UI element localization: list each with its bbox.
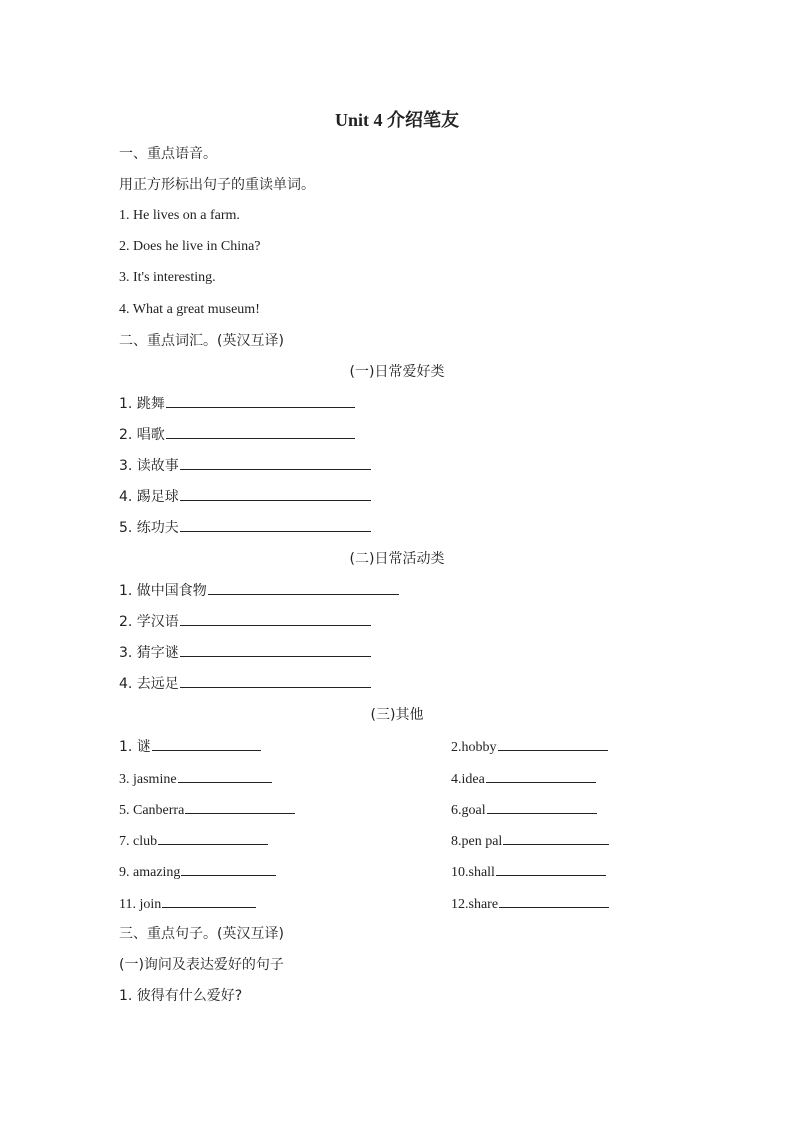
vocab-label: 1. 做中国食物 bbox=[119, 583, 207, 599]
vocab-label: 8.pen pal bbox=[451, 834, 503, 849]
vocab-label: 4. 去远足 bbox=[119, 676, 179, 692]
vocab-item bbox=[119, 611, 371, 632]
vocab-item bbox=[119, 736, 261, 758]
vocab-item bbox=[119, 424, 355, 445]
answer-blank[interactable] bbox=[486, 768, 596, 783]
answer-blank[interactable] bbox=[180, 611, 371, 626]
vocab-label: 11. join bbox=[119, 897, 162, 912]
answer-blank[interactable] bbox=[185, 799, 295, 814]
answer-blank[interactable] bbox=[208, 580, 399, 595]
answer-blank[interactable] bbox=[178, 768, 272, 783]
section2-heading: 二、重点词汇。(英汉互译) bbox=[119, 333, 284, 349]
vocab-item bbox=[119, 517, 371, 538]
vocab-label: 10.shall bbox=[451, 865, 495, 880]
answer-blank[interactable] bbox=[498, 736, 608, 751]
answer-blank[interactable] bbox=[180, 486, 371, 501]
vocab-item bbox=[451, 830, 609, 852]
vocab-label: 5. Canberra bbox=[119, 803, 185, 818]
vocab-label: 2.hobby bbox=[451, 740, 497, 755]
vocab-label: 1. 谜 bbox=[119, 739, 151, 755]
sentence-item: 2. Does he live in China? bbox=[119, 239, 261, 254]
vocab-item bbox=[119, 486, 371, 507]
answer-blank[interactable] bbox=[166, 424, 355, 439]
answer-blank[interactable] bbox=[496, 861, 606, 876]
vocab-label: 6.goal bbox=[451, 803, 486, 818]
vocab-label: 3. 读故事 bbox=[119, 458, 179, 474]
section1-instruction: 用正方形标出句子的重读单词。 bbox=[119, 177, 315, 193]
vocab-item bbox=[451, 768, 596, 790]
vocab-item bbox=[451, 799, 597, 821]
vocab-label: 3. 猜字谜 bbox=[119, 645, 179, 661]
vocab-item bbox=[119, 673, 371, 694]
vocab-label: 5. 练功夫 bbox=[119, 520, 179, 536]
vocab-item bbox=[119, 830, 268, 852]
vocab-label: 2. 学汉语 bbox=[119, 614, 179, 630]
vocab-item bbox=[451, 893, 609, 915]
vocab-item bbox=[119, 455, 371, 476]
sentence-item: 1. He lives on a farm. bbox=[119, 208, 240, 223]
vocab-label: 2. 唱歌 bbox=[119, 427, 165, 443]
vocab-item bbox=[119, 768, 272, 790]
answer-blank[interactable] bbox=[180, 517, 371, 532]
section3-heading: 三、重点句子。(英汉互译) bbox=[119, 926, 284, 942]
answer-blank[interactable] bbox=[166, 393, 355, 408]
vocab-label: 4. 踢足球 bbox=[119, 489, 179, 505]
sentence-item: 4. What a great museum! bbox=[119, 302, 260, 317]
vocab-label: 4.idea bbox=[451, 772, 485, 787]
answer-blank[interactable] bbox=[487, 799, 597, 814]
vocab-item bbox=[119, 393, 355, 414]
vocab-item bbox=[119, 861, 276, 883]
vocab-label: 7. club bbox=[119, 834, 158, 849]
answer-blank[interactable] bbox=[181, 861, 276, 876]
page-title: Unit 4 介绍笔友 bbox=[334, 110, 459, 130]
answer-blank[interactable] bbox=[180, 455, 371, 470]
sentence-item: 1. 彼得有什么爱好? bbox=[119, 988, 243, 1004]
vocab-label: 1. 跳舞 bbox=[119, 396, 165, 412]
vocab-label: 9. amazing bbox=[119, 865, 181, 880]
vocab-label: 3. jasmine bbox=[119, 772, 177, 787]
vocab-item bbox=[451, 736, 608, 758]
vocab-item bbox=[451, 861, 606, 883]
group3-title: (三)其他 bbox=[370, 707, 424, 723]
vocab-label: 12.share bbox=[451, 897, 499, 912]
section3-group1-title: (一)询问及表达爱好的句子 bbox=[119, 957, 284, 973]
answer-blank[interactable] bbox=[162, 893, 256, 908]
sentence-item: 3. It's interesting. bbox=[119, 270, 216, 285]
answer-blank[interactable] bbox=[503, 830, 609, 845]
answer-blank[interactable] bbox=[180, 642, 371, 657]
vocab-item bbox=[119, 799, 295, 821]
vocab-item bbox=[119, 642, 371, 663]
answer-blank[interactable] bbox=[152, 736, 261, 751]
vocab-item bbox=[119, 580, 399, 601]
answer-blank[interactable] bbox=[180, 673, 371, 688]
answer-blank[interactable] bbox=[158, 830, 268, 845]
answer-blank[interactable] bbox=[499, 893, 609, 908]
vocab-item bbox=[119, 893, 256, 915]
group2-title: (二)日常活动类 bbox=[349, 551, 445, 567]
section1-heading: 一、重点语音。 bbox=[119, 146, 217, 162]
group1-title: (一)日常爱好类 bbox=[349, 364, 445, 380]
